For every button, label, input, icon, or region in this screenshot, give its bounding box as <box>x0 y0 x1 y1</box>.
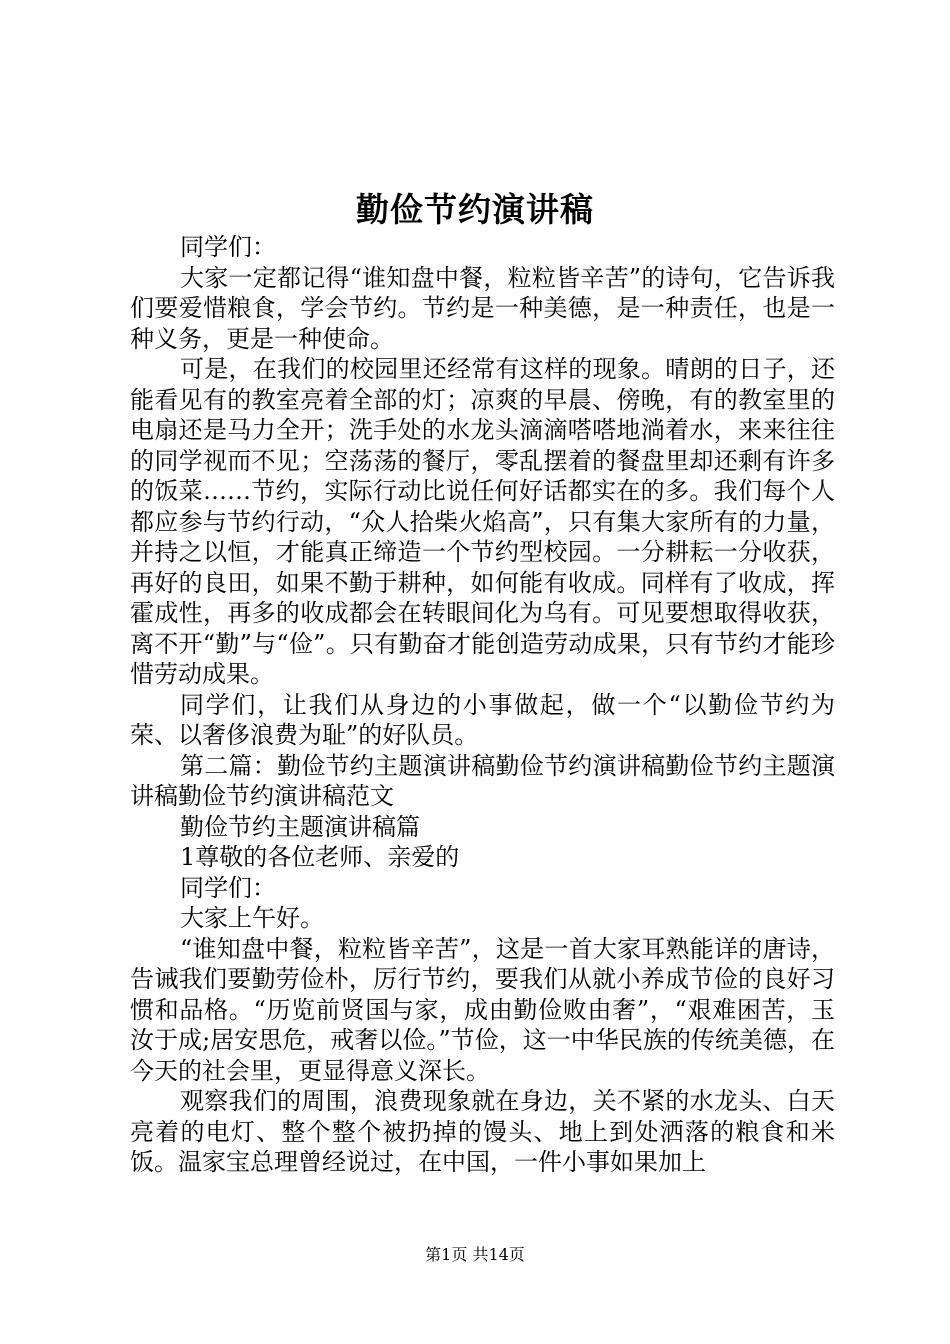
document-title: 勤俭节约演讲稿 <box>356 190 594 229</box>
paragraph: 同学们，让我们从身边的小事做起，做一个“以勤俭节约为荣、以奢侈浪费为耻”的好队员。 <box>130 690 835 749</box>
paragraph: “谁知盘中餐，粒粒皆辛苦”，这是一首大家耳熟能详的唐诗，告诫我们要勤劳俭朴，厉行节约，要我们从就小养成节俭的良好习惯和品格。“历览前贤国与家，成由勤俭败由奢”，“艰难困苦，玉汝于成;居安思危，戒奢以俭。”节俭，这一中华民族的传统美德，在今天的社会里，更显得意义深长。 <box>130 934 835 1085</box>
paragraph-greeting: 大家上午好。 <box>180 904 324 932</box>
section-heading: 第二篇：勤俭节约主题演讲稿勤俭节约演讲稿勤俭节约主题演讲稿勤俭节约演讲稿范文 <box>130 751 835 810</box>
page-number-footer: 第1页 共14页 <box>425 1245 525 1264</box>
paragraph: 观察我们的周围，浪费现象就在身边，关不紧的水龙头、白天亮着的电灯、整个整个被扔掉的馒头、地上到处洒落的粮食和米饭。温家宝总理曾经说过，在中国，一件小事如果加上 <box>130 1087 835 1176</box>
paragraph-salutation: 同学们： <box>180 233 276 261</box>
paragraph: 勤俭节约主题演讲稿篇 <box>180 812 420 841</box>
document-body <box>130 232 835 1178</box>
paragraph: 可是，在我们的校园里还经常有这样的现象。晴朗的日子，还能看见有的教室亮着全部的灯；凉爽的早晨、傍晚，有的教室里的电扇还是马力全开；洗手处的水龙头滴滴嗒嗒地淌着水，来来往往的同学视而不见；空荡荡的餐厅，零乱摆着的餐盘里却还剩有许多的饭菜……节约，实际行动比说任何好话都实在的多。我们每个人都应参与节约行动，“众人拾柴火焰高”，只有集大家所有的力量，并持之以恒，才能真正缔造一个节约型校园。一分耕耘一分收获，再好的良田，如果不勤于耕种，如何能有收成。同样有了收成，挥霍成性，再多的收成都会在转眼间化为乌有。可见要想取得收获，离不开“勤”与“俭”。只有勤奋才能创造劳动成果，只有节约才能珍惜劳动成果。 <box>130 355 835 688</box>
paragraph: 大家一定都记得“谁知盘中餐，粒粒皆辛苦”的诗句，它告诉我们要爱惜粮食，学会节约。节约是一种美德，是一种责任，也是一种义务，更是一种使命。 <box>130 263 835 353</box>
paragraph: 1尊敬的各位老师、亲爱的 <box>180 843 460 871</box>
paragraph-salutation: 同学们： <box>180 873 276 902</box>
